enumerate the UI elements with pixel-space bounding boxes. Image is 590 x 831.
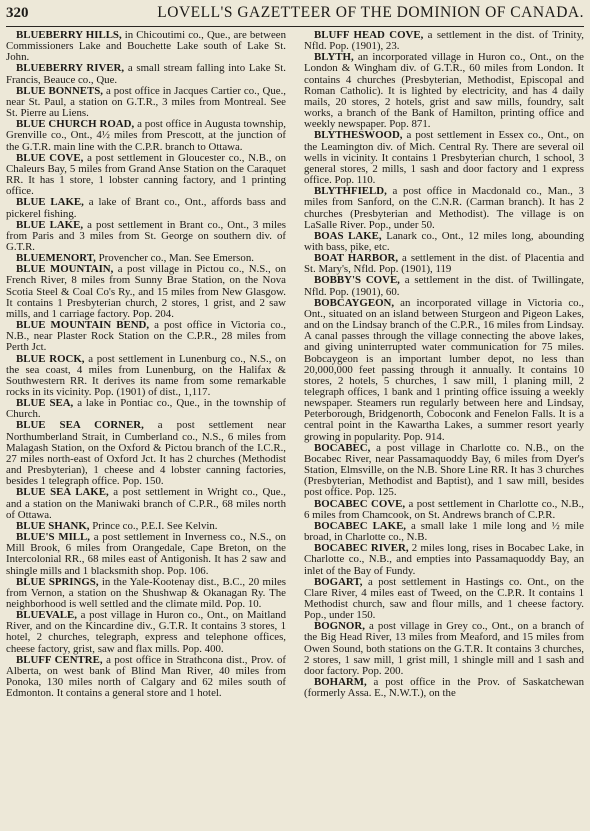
entry-headword: BLUE MOUNTAIN BEND, xyxy=(16,319,150,332)
entry-body: a post settlement near Northumberland Strait, in Cumberland co., N.S., 6 miles from Malagash Station, on the Oxford & Pictou branch of the I.C.R., 27 miles north-east of Oxford Jct. It has 2 churches (Methodist and Presbyterian), 1 cheese and 4 lobster canning factories, besides 1 telegraph office. Pop. 150. xyxy=(6,419,286,488)
gazetteer-entry xyxy=(304,186,584,231)
entry-body: a post settlement in Inverness co., N.S., on Mill Brook, 6 miles from Orangedale, Cape Breton, on the Intercolonial RR., 68 miles east of Antigonish. It has 2 saw and shingle mills and 1 blacksmith shop. Pop. 106. xyxy=(6,531,286,577)
right-column xyxy=(304,30,584,830)
gazetteer-entry xyxy=(304,521,584,543)
entry-headword: BOBBY'S COVE, xyxy=(314,274,400,287)
gazetteer-entry xyxy=(304,577,584,622)
gazetteer-entry xyxy=(6,30,286,63)
entry-headword: BLUE SHANK, xyxy=(16,519,90,532)
gazetteer-entry xyxy=(304,677,584,699)
entry-body: Lanark co., Ont., 12 miles long, abounding with bass, pike, etc. xyxy=(304,229,584,253)
header-rule xyxy=(6,26,584,27)
entry-headword: BOAT HARBOR, xyxy=(314,252,399,265)
entry-headword: BLUE SEA CORNER, xyxy=(16,419,144,432)
gazetteer-entry xyxy=(6,420,286,487)
entry-headword: BLUFF CENTRE, xyxy=(16,653,103,666)
gazetteer-entry xyxy=(304,275,584,297)
entry-headword: BOHARM, xyxy=(314,676,367,689)
entry-body: a post office in Victoria co., N.B., near Plaster Rock Station on the C.P.R., 28 miles from Perth Jct. xyxy=(6,319,286,354)
gazetteer-entry xyxy=(6,655,286,700)
entry-body: a lake in Pontiac co., Que., in the township of Church. xyxy=(6,397,286,421)
entry-body: a settlement in the dist. of Trinity, Nfld. Pop. (1901), 23. xyxy=(304,30,584,53)
gazetteer-entry xyxy=(6,398,286,420)
entry-body: an incorporated village in Huron co., Ont., on the London & Wingham div. of G.T.R., 60 miles from London. It contains 4 churches (Presbyterian, Methodist, Episcopal and Roman Catholic). It is lighted by electricity, and has 4 daily mails, 20 stores, 2 hotels, grist and saw mills, foundry, salt works, a branch of the Bank of Hamilton, printing office and weekly newspaper. Pop. 871. xyxy=(304,51,584,131)
entry-headword: BLUFF HEAD COVE, xyxy=(314,30,424,41)
gazetteer-entry xyxy=(6,197,286,219)
entry-body: in Chicoutimi co., Que., are between Commissioners Lake and Bouchette Lake south of Lake St. John. xyxy=(6,30,286,64)
entry-body: an incorporated village in Victoria co., Ont., situated on an island between Sturgeon and Pigeon Lakes, and on the Lindsay branch of the C.P.R., 16 miles from Lindsay. A canal passes through the village connecting the above lakes, and giving uninterrupted water communication for 75 miles. Bobcaygeon is an important lumber depot, no less than 20,000,000 feet passing through it annually. It contains 10 stores, 2 hotels, 5 churches, 1 saw mill, 1 planing mill, 2 telegraph offices, 1 bank and 1 printing office issuing a weekly newspaper. Steamers run regularly between here and Lindsay, Peterborough, Bridgenorth, Coboconk and Fenelon Falls. It is a central point in the Kawartha Lakes, a summer resort yearly growing in popularity. Pop. 914. xyxy=(304,296,584,443)
entry-headword: BOGNOR, xyxy=(314,620,365,633)
entry-headword: BOCABEC RIVER, xyxy=(314,542,409,555)
gazetteer-entry xyxy=(6,153,286,198)
entry-headword: BLYTHESWOOD, xyxy=(314,129,403,142)
entry-headword: BOCABEC LAKE, xyxy=(314,519,407,532)
entry-headword: BLUE LAKE, xyxy=(16,218,84,231)
entry-headword: BOBCAYGEON, xyxy=(314,296,395,309)
entry-body: a settlement in the dist. of Placentia and St. Mary's, Nfld. Pop. (1901), 119 xyxy=(304,252,584,276)
entry-body: a post office in Augusta township, Grenville co., Ont., 4½ miles from Prescott, at the junction of the G.T.R. main line with the C.P.R. branch to Ottawa. xyxy=(6,118,286,153)
entry-headword: BLUEBERRY RIVER, xyxy=(16,62,125,75)
entry-body: a post settlement in Gloucester co., N.B., on Chaleurs Bay, 5 miles from Grand Anse Station on the Caraquet RR. It has 1 store, 1 lobster canning factory, and 1 printing office. xyxy=(6,151,286,198)
gazetteer-entry xyxy=(6,264,286,320)
gazetteer-entry xyxy=(6,487,286,520)
entry-body: a post settlement in Wright co., Que., and a station on the Maniwaki branch of C.P.R., 68 miles north of Ottawa. xyxy=(6,486,286,521)
entry-body: a post office in Macdonald co., Man., 3 miles from Sanford, on the C.N.R. (Carman branch). It has 2 churches (Presbyterian and Methodist). The village is on LaSalle River. Pop., under 50. xyxy=(304,185,584,231)
entry-body: a post village in Charlotte co. N.B., on the Bocabec River, near Passamaquoddy Bay, 6 miles from Dyer's Station, Elmsville, on the N.B. Shore Line RR. It has 3 churches (Presbyterian, Methodist and Baptist), and 1 saw mill, besides post office. Pop. 125. xyxy=(304,441,584,499)
entry-body: a post office in Jacques Cartier co., Que., near St. Paul, a station on G.T.R., 3 miles from Montreal. See St. Pierre au Liens. xyxy=(6,84,286,120)
gazetteer-entry xyxy=(304,30,584,52)
entry-headword: BLUE SPRINGS, xyxy=(16,575,99,588)
entry-body: a post office in Strathcona dist., Prov. of Alberta, on west bank of Blind Man River, 40 miles from Ponoka, 130 miles north of Calgary and 62 miles south of Edmonton. It contains a general store and 1 hotel. xyxy=(6,653,286,700)
entry-headword: BOAS LAKE, xyxy=(314,229,382,242)
entry-headword: BLUE'S MILL, xyxy=(16,531,90,544)
entry-headword: BLUE SEA, xyxy=(16,397,74,410)
left-column xyxy=(6,30,286,830)
gazetteer-entry xyxy=(304,130,584,186)
entry-headword: BLUE BONNETS, xyxy=(16,84,104,97)
entry-headword: BOCABEC COVE, xyxy=(314,497,406,510)
gazetteer-entry xyxy=(6,63,286,85)
entry-body: a post settlement in Charlotte co., N.B., 6 miles from Chamcook, on St. Andrews branch of C.P.R. xyxy=(304,497,584,521)
entry-body: a post office in the Prov. of Saskatchewan (formerly Assa. E., N.W.T.), on the xyxy=(304,676,584,700)
entry-headword: BLUEVALE, xyxy=(16,609,77,622)
gazetteer-entry xyxy=(304,499,584,521)
entry-headword: BOCABEC, xyxy=(314,441,371,454)
gazetteer-entry xyxy=(304,231,584,253)
entry-body: a post village in Pictou co., N.S., on French River, 8 miles from Sunny Brae Station, on the Nova Scotia Steel & Coal Co's Ry., and 15 miles from New Glasgow. It contains 1 Presbyterian church, 2 stores, 1 grist, and 2 saw mills, and 1 carriage factory. Pop. 204. xyxy=(6,263,286,320)
entry-body: a post village in Huron co., Ont., on Maitland River, and on the Kincardine div., G.T.R. It contains 3 stores, 1 hotel, 2 churches, telegraph, express and telephone offices, cheese factory, grist, saw and flax mills. Pop. 400. xyxy=(6,609,286,655)
entry-body: a post settlement in Brant co., Ont., 3 miles from Paris and 3 miles from St. George on southern div. of G.T.R. xyxy=(6,218,286,253)
gazetteer-entry xyxy=(6,354,286,399)
entry-headword: BLUEMENORT, xyxy=(16,252,96,265)
entry-headword: BLUE CHURCH ROAD, xyxy=(16,118,135,131)
entry-body: Prince co., P.E.I. See Kelvin. xyxy=(89,519,218,532)
entry-body: a settlement in the dist. of Twillingate, Nfld. Pop. (1901), 60. xyxy=(304,274,584,298)
gazetteer-entry xyxy=(304,52,584,130)
page-title: LOVELL'S GAZETTEER OF THE DOMINION OF CANADA. xyxy=(157,4,584,21)
entry-body: Provencher co., Man. See Emerson. xyxy=(95,252,254,265)
entry-body: a post settlement in Essex co., Ont., on the Leamington div. of Mich. Central Ry. There are several oil wells in vicinity. It contains 1 Presbyterian church, 1 school, 3 general stores, 2 mills, 1 sash and door factory and 1 express office. Pop. 110. xyxy=(304,129,584,187)
gazetteer-entry xyxy=(6,86,286,119)
gazetteer-entry xyxy=(304,443,584,499)
entry-headword: BLUE LAKE, xyxy=(16,196,84,209)
entry-headword: BLUEBERRY HILLS, xyxy=(16,30,122,41)
entry-headword: BLUE SEA LAKE, xyxy=(16,486,109,499)
entry-body: a post settlement in Lunenburg co., N.S., on the sea coast, 4 miles from Lunenburg, on the Halifax & Southwestern RR. It derives its name from some remarkable rocks in its vicinity. Pop. (1901) of dist., 1,117. xyxy=(6,352,286,398)
gazetteer-entry xyxy=(304,253,584,275)
entry-body: 2 miles long, rises in Bocabec Lake, in Charlotte co., N.B., and empties into Passamaquoddy Bay, an inlet of the Bay of Fundy. xyxy=(304,542,584,577)
page-number: 320 xyxy=(6,5,29,21)
entry-body: in the Yale-Kootenay dist., B.C., 20 miles from Vernon, a station on the Shushwap & Okanagan Ry. The neighborhood is well settled and the climate mild. Pop. 10. xyxy=(6,575,286,610)
gazetteer-entry xyxy=(304,621,584,677)
gazetteer-entry xyxy=(6,577,286,610)
running-head xyxy=(6,4,584,26)
entry-headword: BLYTHFIELD, xyxy=(314,185,387,198)
gazetteer-entry xyxy=(6,320,286,353)
gazetteer-entry xyxy=(304,298,584,443)
entry-body: a small lake 1 mile long and ½ mile broad, in Charlotte co., N.B. xyxy=(304,519,584,544)
entry-headword: BLUE ROCK, xyxy=(16,352,85,365)
gazetteer-entry xyxy=(6,532,286,577)
gazetteer-entry xyxy=(6,119,286,152)
entry-body: a lake of Brant co., Ont., affords bass and pickerel fishing. xyxy=(6,196,286,220)
entry-headword: BLUE COVE, xyxy=(16,151,84,164)
entry-body: a small stream falling into Lake St. Francis, Beauce co., Que. xyxy=(6,62,286,86)
gazetteer-entry xyxy=(6,610,286,655)
entry-body: a post settlement in Hastings co. Ont., on the Clare River, 4 miles east of Tweed, on the C.P.R. It contains 1 Methodist church, saw and flour mills, and 1 cheese factory. Pop., under 150. xyxy=(304,575,584,622)
gazetteer-entry xyxy=(304,543,584,576)
entry-headword: BLYTH, xyxy=(314,51,354,64)
entry-headword: BLUE MOUNTAIN, xyxy=(16,263,114,276)
entry-body: a post village in Grey co., Ont., on a branch of the Big Head River, 13 miles from Meaford, and 15 miles from Owen Sound, both stations on the G.T.R. It contains 3 churches, 2 stores, 1 saw mill, 1 grist mill, 1 shingle mill and 1 sash and door factory. Pop. 200. xyxy=(304,620,584,677)
gazetteer-entry xyxy=(6,220,286,253)
entry-headword: BOGART, xyxy=(314,575,363,588)
